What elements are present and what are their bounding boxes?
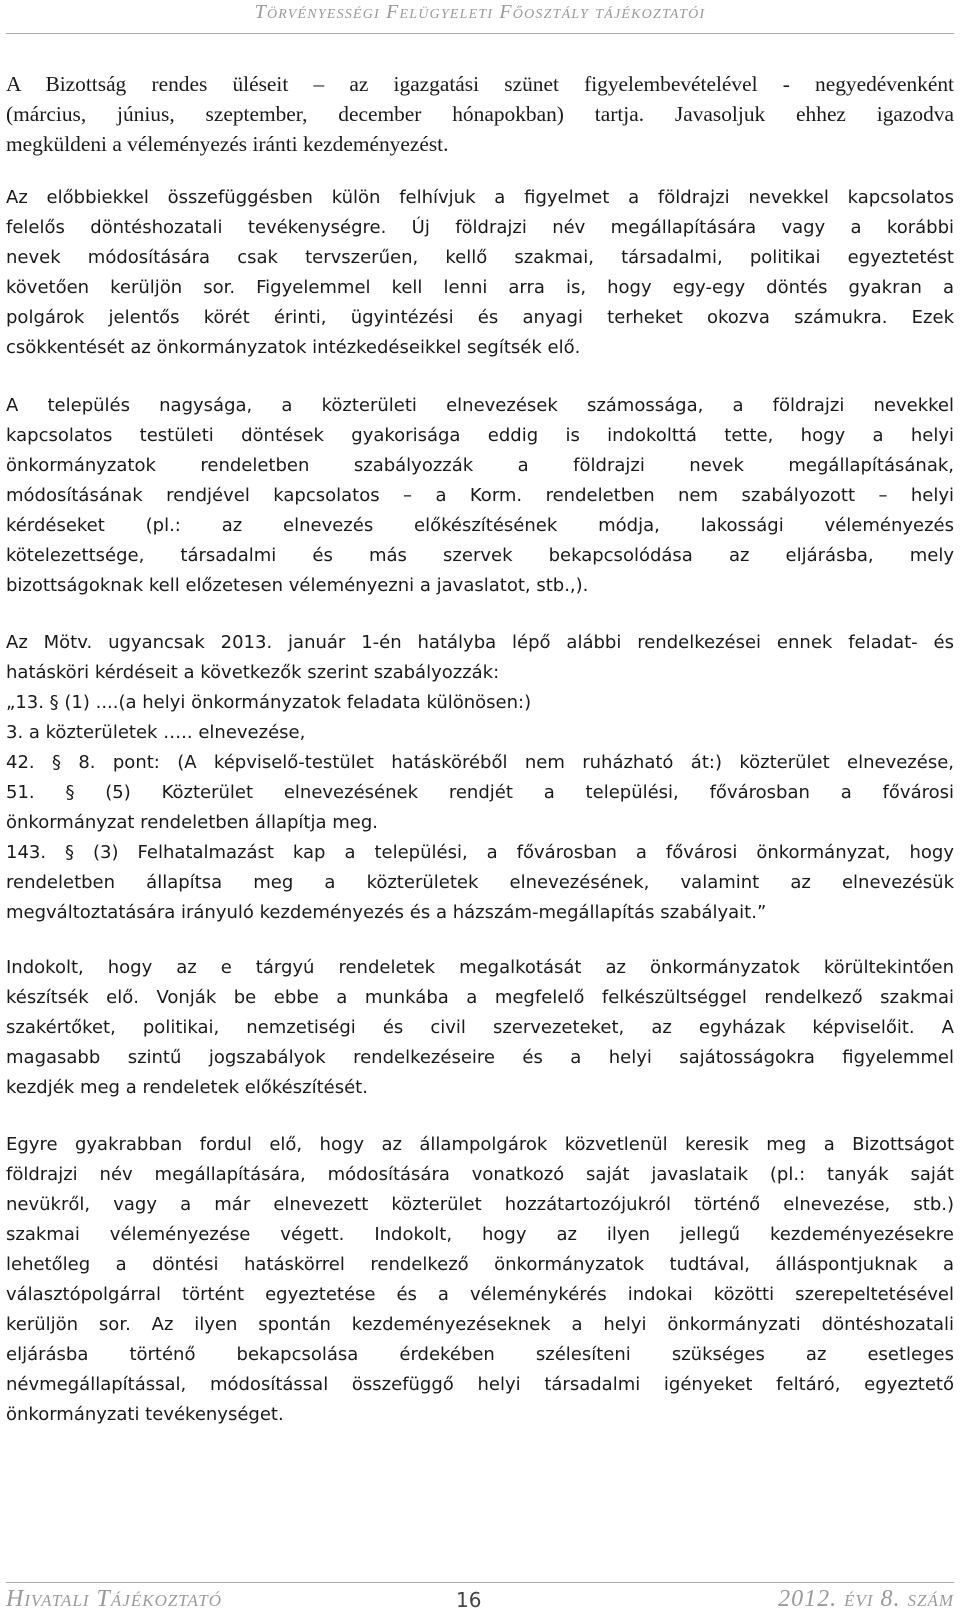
text-line: 143. § (3) Felhatalmazást kap a települési, a fővárosban a fővárosi önkormányzat, hogy: [6, 842, 954, 863]
issue-number: 2012. évi 8. szám: [778, 1586, 954, 1612]
text-line: magasabb szintű jogszabályok rendelkezéseire és a helyi sajátosságokra figyelemmel: [6, 1047, 954, 1068]
footer-divider: [6, 1582, 954, 1583]
text-line: 3. a közterületek ….. elnevezése,: [6, 722, 306, 743]
text-line: szakmai véleményezése végett. Indokolt, hogy az ilyen jellegű kezdeményezésekre: [6, 1224, 954, 1245]
running-header: Törvényességi Felügyeleti Főosztály tájékoztatói: [254, 1, 706, 23]
text-line: önkormányzatok rendeletben szabályozzák a földrajzi nevek megállapításának,: [6, 455, 954, 476]
paragraph-geographic-names: [6, 183, 954, 363]
page-number: 16: [456, 1588, 482, 1612]
text-line: választópolgárral történt egyeztetése és a véleménykérés indokai közötti szerepeltetésével: [6, 1284, 954, 1305]
text-line: Az előbbiekkel összefüggésben külön felhívjuk a figyelmet a földrajzi nevekkel kapcsolatos: [6, 187, 954, 208]
text-line: „13. § (1) ....(a helyi önkormányzatok feladata különösen:): [6, 692, 532, 713]
text-line: nevükről, vagy a már elnevezett közterület hozzátartozójukról történő elnevezése, stb.): [6, 1194, 954, 1215]
text-line: hatásköri kérdéseit a következők szerint szabályozzák:: [6, 662, 500, 683]
text-line: eljárásba történő bekapcsolása érdekében szélesíteni szükséges az esetleges: [6, 1344, 954, 1365]
text-line: csökkentését az önkormányzatok intézkedéseikkel segítsék elő.: [6, 337, 581, 358]
text-line: Egyre gyakrabban fordul elő, hogy az állampolgárok közvetlenül keresik meg a Bizottságot: [6, 1134, 954, 1155]
text-line: nevek módosítására csak tervszerűen, kellő szakmai, társadalmi, politikai egyeztetést: [6, 247, 954, 268]
text-line: A település nagysága, a közterületi elnevezések számossága, a földrajzi nevekkel: [6, 395, 954, 416]
text-line: önkormányzati tevékenységet.: [6, 1404, 284, 1425]
text-line: kötelezettsége, társadalmi és más szervek bekapcsolódása az eljárásba, mely: [6, 545, 954, 566]
text-line: 42. § 8. pont: (A képviselő-testület hatásköréből nem ruházható át:) közterület elnevezése,: [6, 752, 954, 773]
text-line: névmegállapítással, módosítással összefüggő helyi társadalmi igényeket feltáró, egyeztető: [6, 1374, 954, 1395]
text-line: lehetőleg a döntési hatáskörrel rendelkező önkormányzatok tudtával, álláspontjuknak a: [6, 1254, 954, 1275]
paragraph-settlement-size: [6, 391, 954, 601]
text-line: önkormányzat rendeletben állapítja meg.: [6, 812, 378, 833]
text-line: A Bizottság rendes üléseit – az igazgatási szünet figyelembevételével - negyedévenként: [6, 72, 954, 96]
text-line: rendeletben állapítsa meg a közterületek elnevezésének, valamint az elnevezésük: [6, 872, 954, 893]
text-line: Indokolt, hogy az e tárgyú rendeletek megalkotását az önkormányzatok körültekintően: [6, 957, 954, 978]
text-line: Az Mötv. ugyancsak 2013. január 1-én hatályba lépő alábbi rendelkezései ennek feladat- és: [6, 632, 954, 653]
header-divider: [6, 33, 954, 34]
text-line: (március, június, szeptember, december hónapokban) tartja. Javasoljuk ehhez igazodva: [6, 102, 954, 126]
text-line: megváltoztatására irányuló kezdeményezés és a házszám-megállapítás szabályait.”: [6, 902, 767, 923]
text-line: kezdjék meg a rendeletek előkészítését.: [6, 1077, 368, 1098]
text-line: felelős döntéshozatali tevékenységre. Új földrajzi név megállapítására vagy a korábbi: [6, 217, 954, 238]
paragraph-citizen-initiatives: [6, 1130, 954, 1430]
text-line: 51. § (5) Közterület elnevezésének rendjét a települési, fővárosban a fővárosi: [6, 782, 954, 803]
text-line: bizottságoknak kell előzetesen véleményezni a javaslatot, stb.,).: [6, 575, 589, 596]
page-footer: [6, 1586, 954, 1616]
text-line: kerüljön sor. Az ilyen spontán kezdeményezéseknek a helyi önkormányzati döntéshozatali: [6, 1314, 954, 1335]
text-line: kapcsolatos testületi döntések gyakorisága eddig is indokolttá tette, hogy a helyi: [6, 425, 954, 446]
paragraph-motv-provisions: [6, 628, 954, 928]
paragraph-careful-drafting: [6, 953, 954, 1103]
paragraph-committee-sessions: [6, 69, 954, 159]
text-line: polgárok jelentős körét érinti, ügyintézési és anyagi terheket okozva számukra. Ezek: [6, 307, 954, 328]
text-line: szakértőket, politikai, nemzetiségi és civil szervezeteket, az egyházak képviselőit. A: [6, 1017, 954, 1038]
text-line: módosításának rendjével kapcsolatos – a Korm. rendeletben nem szabályozott – helyi: [6, 485, 954, 506]
text-line: megküldeni a véleményezés iránti kezdeményezést.: [6, 132, 449, 156]
text-line: készítsék elő. Vonják be ebbe a munkába a megfelelő felkészültséggel rendelkező szakmai: [6, 987, 954, 1008]
text-line: földrajzi név megállapítására, módosítására vonatkozó saját javaslataik (pl.: tanyák saját: [6, 1164, 954, 1185]
text-line: követően kerüljön sor. Figyelemmel kell lenni arra is, hogy egy-egy döntés gyakran a: [6, 277, 954, 298]
publication-title: Hivatali Tájékoztató: [6, 1586, 222, 1612]
text-line: kérdéseket (pl.: az elnevezés előkészítésének módja, lakossági véleményezés: [6, 515, 954, 536]
